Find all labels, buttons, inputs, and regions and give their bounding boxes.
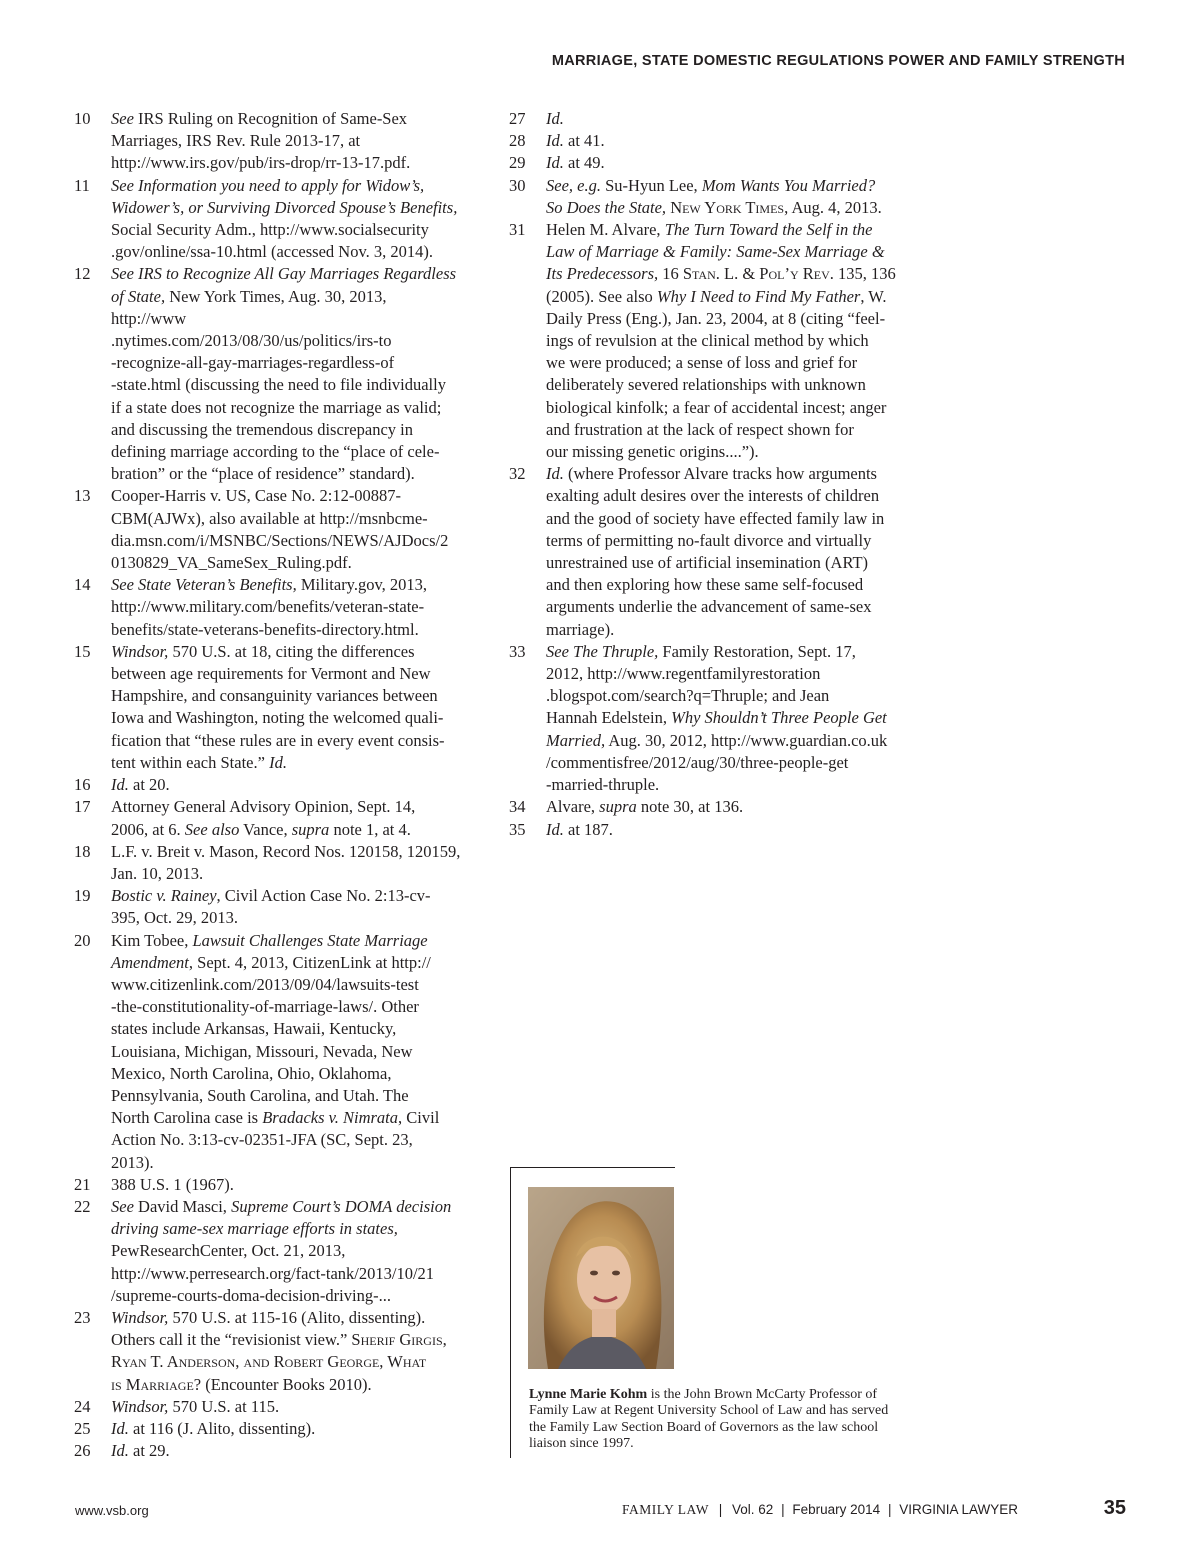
endnote — [509, 796, 909, 818]
endnote-number: 13 — [74, 486, 91, 506]
endnote — [509, 463, 909, 641]
endnote-text: Id. at 41. — [546, 131, 605, 151]
endnote-number: 11 — [74, 175, 90, 195]
endnote-text: Id. — [546, 109, 564, 128]
endnote-number: 15 — [74, 641, 91, 661]
endnote-number: 28 — [509, 131, 526, 151]
endnote — [509, 219, 909, 463]
author-bio-text: is the John Brown McCarty Professor of Family Law at Regent University School of Law and has served the Family Law Section Board of Governors as the law school liaison since 1997. — [529, 1387, 889, 1451]
endnote-text: Id. at 49. — [546, 153, 605, 173]
endnote-number: 24 — [74, 1396, 91, 1416]
endnote-number: 23 — [74, 1307, 91, 1327]
endnote-text: See, e.g. Su-Hyun Lee, Mom Wants You Married? So Does the State, New York Times, Aug. 4, 2013. — [546, 175, 882, 217]
endnote — [74, 1396, 474, 1418]
endnote-text: Windsor, 570 U.S. at 115-16 (Alito, dissenting). Others call it the “revisionist view.” Sherif Girgis, Ryan T. Anderson, and Robert George, What is Marriage? (Encounter Books 2010). — [111, 1307, 447, 1394]
endnote — [74, 796, 474, 840]
footer-publication: VIRGINIA LAWYER — [899, 1502, 1018, 1517]
endnote-number: 30 — [509, 175, 526, 195]
endnote-number: 19 — [74, 886, 91, 906]
endnote-number: 31 — [509, 220, 526, 240]
endnote — [74, 175, 474, 264]
endnote-text: Bostic v. Rainey, Civil Action Case No. 2:13-cv- 395, Oct. 29, 2013. — [111, 886, 431, 928]
endnote-text: Helen M. Alvare, The Turn Toward the Self in the Law of Marriage & Family: Same-Sex Marriage & Its Predecessors, 16 Stan. L. & Pol’y Rev. 135, 136 (2005). See also Why I Need to Find My Father, W. Daily Press (Eng.), Jan. 23, 2004, at 8 (citing “feel- ings of revulsion at the clinical method by which we were produced; a sense of loss and grief for deliberately severed relationships with unknown biological kinfolk; a fear of accidental incest; anger and frustration at the lack of respect shown for our missing genetic origins....”). — [546, 220, 896, 462]
endnote — [509, 108, 909, 130]
endnote-text: Windsor, 570 U.S. at 115. — [111, 1396, 280, 1416]
footer-separator: | — [718, 1502, 723, 1517]
footer-date: February 2014 — [792, 1502, 881, 1517]
endnote — [509, 175, 909, 219]
endnote-text: Windsor, 570 U.S. at 18, citing the differences between age requirements for Vermont and New Hampshire, and consanguinity variances between Iowa and Washington, noting the welcomed quali- fication that “these rules are in every event consis- tent within each State.” Id. — [111, 641, 445, 772]
endnotes-left-column — [74, 108, 474, 1462]
footer-section: FAMILY LAW — [622, 1502, 709, 1517]
endnote — [74, 574, 474, 641]
endnote — [74, 1174, 474, 1196]
endnote-text: See IRS to Recognize All Gay Marriages Regardless of State, New York Times, Aug. 30, 2013, http://www .nytimes.com/2013/08/30/us/politics/irs-to -recognize-all-gay-marriages-regardless-of -state.html (discussing the need to file individually if a state does not recognize the marriage as valid; and discussing the tremendous discrepancy in defining marriage according to the “place of cele- bration” or the “place of residence” standard). — [111, 264, 457, 484]
endnote-number: 10 — [74, 109, 91, 128]
endnote — [74, 108, 474, 175]
endnote-number: 21 — [74, 1174, 91, 1194]
endnote — [509, 152, 909, 174]
endnote-text: L.F. v. Breit v. Mason, Record Nos. 120158, 120159, Jan. 10, 2013. — [111, 841, 461, 883]
endnote — [74, 1307, 474, 1396]
endnote — [74, 885, 474, 929]
endnote-text: Attorney General Advisory Opinion, Sept. 14, 2006, at 6. See also Vance, supra note 1, at 4. — [111, 797, 416, 839]
endnote — [74, 930, 474, 1174]
author-photo — [528, 1187, 674, 1369]
endnote-text: Alvare, supra note 30, at 136. — [546, 797, 744, 817]
author-name: Lynne Marie Kohm — [529, 1387, 648, 1402]
endnote-text: See The Thruple, Family Restoration, Sept. 17, 2012, http://www.regentfamilyrestoration .blogspot.com/search?q=Thruple; and Jean Hannah Edelstein, Why Shouldn’t Three People Get Married, Aug. 30, 2012, http://www.guardian.co.uk /commentisfree/2012/aug/30/three-people-get -married-thruple. — [546, 641, 888, 795]
endnote-number: 17 — [74, 797, 91, 817]
endnote-number: 25 — [74, 1418, 91, 1438]
endnote-number: 34 — [509, 797, 526, 817]
endnote-number: 27 — [509, 109, 526, 128]
running-head: MARRIAGE, STATE DOMESTIC REGULATIONS POWER AND FAMILY STRENGTH — [551, 53, 1125, 69]
endnote-text: See David Masci, Supreme Court’s DOMA decision driving same-sex marriage efforts in states, PewResearchCenter, Oct. 21, 2013, http://www.perresearch.org/fact-tank/2013/10/21 /supreme-courts-doma-decision-driving-... — [111, 1196, 452, 1305]
endnote — [509, 819, 909, 841]
endnote — [509, 130, 909, 152]
page-number: 35 — [1103, 1497, 1126, 1519]
endnote-text: See Information you need to apply for Widow’s, Widower’s, or Surviving Divorced Spouse’s Benefits, Social Security Adm., http://www.socialsecurity .gov/online/ssa-10.html (accessed Nov. 3, 2014). — [111, 175, 458, 262]
endnote-text: Id. at 116 (J. Alito, dissenting). — [111, 1418, 316, 1438]
endnote — [74, 485, 474, 574]
endnote-text: Id. (where Professor Alvare tracks how arguments exalting adult desires over the interests of children and the good of society have effected family law in terms of permitting no-fault divorce and virtually unrestrained use of artificial insemination (ART) and then exploring how these same self-focused arguments underlie the advancement of same-sex marriage). — [546, 464, 885, 639]
endnote-text: Id. at 29. — [111, 1441, 170, 1461]
footer-url[interactable]: www.vsb.org — [75, 1503, 149, 1518]
endnote-number: 26 — [74, 1441, 91, 1461]
footer-volume: Vol. 62 — [732, 1502, 774, 1517]
endnotes-right-column — [509, 108, 909, 841]
endnote — [74, 1418, 474, 1440]
endnote-number: 22 — [74, 1196, 91, 1216]
endnote — [74, 774, 474, 796]
endnote-text: Cooper-Harris v. US, Case No. 2:12-00887- CBM(AJWx), also available at http://msnbcme- dia.msn.com/i/MSNBC/Sections/NEWS/AJDocs/2 0130829_VA_SameSex_Ruling.pdf. — [111, 486, 449, 573]
endnote-number: 14 — [74, 575, 91, 595]
endnote — [74, 1196, 474, 1307]
endnote-number: 16 — [74, 775, 91, 795]
endnote-text: See IRS Ruling on Recognition of Same-Sex Marriages, IRS Rev. Rule 2013-17, at http://www.irs.gov/pub/irs-drop/rr-13-17.pdf. — [111, 109, 411, 173]
endnote-number: 20 — [74, 930, 91, 950]
endnote-text: 388 U.S. 1 (1967). — [111, 1174, 234, 1194]
footer-separator: | — [887, 1502, 892, 1517]
endnote-number: 29 — [509, 153, 526, 173]
endnote — [74, 263, 474, 485]
footer-masthead — [622, 1502, 1018, 1518]
endnote-text: Id. at 20. — [111, 775, 170, 795]
endnote-number: 32 — [509, 464, 526, 484]
endnote-text: See State Veteran’s Benefits, Military.gov, 2013, http://www.military.com/benefits/veteran-state- benefits/state-veterans-benefits-directory.html. — [111, 575, 428, 639]
author-bio — [529, 1387, 904, 1452]
endnote-number: 35 — [509, 819, 526, 839]
footer-separator: | — [781, 1502, 785, 1517]
endnote — [509, 641, 909, 796]
endnote-text: Kim Tobee, Lawsuit Challenges State Marriage Amendment, Sept. 4, 2013, CitizenLink at http:// www.citizenlink.com/2013/09/04/lawsuits-test -the-constitutionality-of-marriage-laws/. Other states include Arkansas, Hawaii, Kentucky, Louisiana, Michigan, Missouri, Nevada, New Mexico, North Carolina, Ohio, Oklahoma, Pennsylvania, South Carolina, and Utah. The North Carolina case is Bradacks v. Nimrata, Civil Action No. 3:13-cv-02351-JFA (SC, Sept. 23, 2013). — [111, 930, 440, 1172]
endnote-number: 12 — [74, 264, 91, 284]
endnote-number: 33 — [509, 641, 526, 661]
endnote — [74, 1440, 474, 1462]
endnote-text: Id. at 187. — [546, 819, 613, 839]
endnote — [74, 841, 474, 885]
endnote-number: 18 — [74, 841, 91, 861]
endnote — [74, 641, 474, 774]
